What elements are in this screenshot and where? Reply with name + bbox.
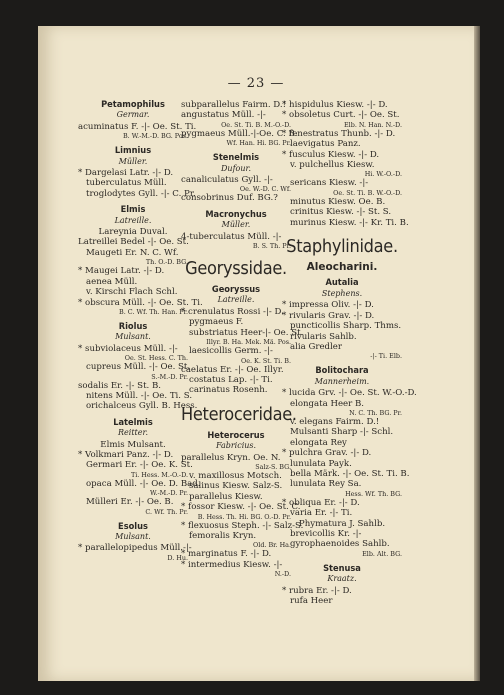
synonym-entry: lunulata Rey Sa. [290,479,362,490]
distribution-note: Oe. St. Ti. B. W.-O.-D. [333,188,402,197]
species-entry: subparallelus Fairm. D.! [181,100,287,110]
species-entry: * obliqua Er. -|- D. [282,497,360,508]
genus-author: Latreille. [217,295,255,305]
synonym-entry: substriatus Heer-|- Oe. St. [189,327,304,338]
genus-heading: Esolus [118,520,148,532]
synonym-entry: v. pulchellus Kiesw. [290,160,375,171]
page-number: — 23 — [227,76,285,91]
distribution-note: W.-M.-D. Pr. [149,489,188,498]
genus-heading: Latelmis [113,416,153,428]
species-entry: * subviolaceus Müll. -|- [78,343,178,354]
distribution-note: Ti. Hess. M.-O.-D. [130,470,188,479]
synonym-entry: brevicollis Kr. -|- [290,529,362,539]
synonym-entry: Mülleri Er. -|- Oe. B. [86,497,174,508]
synonym-entry: pygmaeus F. [189,317,244,328]
genus-author: Germar. [116,110,150,120]
species-entry: * marginatus F. -|- D. [181,549,272,560]
species-entry: 4-tuberculatus Müll. -|- [181,231,282,242]
genus-heading: Riolus [118,320,148,332]
distribution-note: B. W.-M.-D. BG. Pos. [122,132,188,141]
genus-heading: Petamophilus [101,99,165,110]
genus-author: Reitter. [118,428,148,438]
species-entry: * fossor Kiesw. -|- Oe. St. C. [181,502,301,513]
synonym-entry: salinus Kiesw. Salz-S. [189,481,283,492]
genus-heading: Stenusa [323,562,361,574]
synonym-entry: femoralis Kryn. [189,530,257,541]
species-entry: sodalis Er. -|- St. B. [78,380,162,391]
distribution-note: N. C. Th. BG. Pr. [349,408,402,417]
species-entry: * crenulatus Rossi -|- D. [181,306,284,317]
synonym-entry: Maugeti Er. N. C. Wf. [86,247,179,258]
species-entry: * lucida Grv. -|- Oe. St. W.-O.-D. [282,388,417,399]
synonym-entry: v. Kirschi Flach Schl. [86,287,178,298]
synonym-entry: elongata Rey [290,437,347,448]
genus-heading: Heterocerus [207,429,265,441]
family-heading: Georyssidae. [185,258,287,280]
family-heading: Heteroceridae. [181,403,297,425]
genus-author: Kraatz. [327,574,357,584]
distribution-note: Oe. St. Hess. C. Th. [124,354,188,363]
book-page [38,26,474,681]
species-entry: * intermedius Kiesw. -|- [181,559,283,570]
species-entry: * hispidulus Kiesw. -|- D. [282,100,388,110]
genus-heading: Stenelmis [212,152,260,164]
genus-heading: Limnius [114,145,152,157]
species-entry: caelatus Er. -|- Oe. Illyr. [181,364,284,375]
genus-heading: Elmis [120,204,146,216]
species-entry: Latreillei Bedel -|- Oe. St. [78,237,189,248]
family-heading: Staphylinidae. [286,236,398,258]
species-entry: * obsoletus Curt. -|- Oe. St. [282,110,400,121]
subgenus-entry: Elmis Mulsant. [100,439,166,450]
synonym-entry: crinitus Kiesw. -|- St. S. [290,207,392,218]
synonym-entry: cupreus Müll. -|- Oe. St. [86,362,191,373]
column-1 [78,99,203,562]
synonym-entry: orichalceus Gyll. B. Hess. [86,401,198,412]
synonym-entry: lunulata Payk. [290,458,352,469]
genus-heading: Bolitochara [315,365,369,377]
species-entry: pygmaeus Müll.-|-Oe. C. B. [181,128,298,139]
genus-heading: Macronychus [205,208,267,220]
genus-author: Mulsant. [115,532,151,541]
synonym-entry: aenea Müll. [86,276,138,287]
genus-author: Stephens. [321,288,363,298]
synonym-entry: v. maxillosus Motsch. [189,470,282,481]
synonym-entry: gyrophaenoides Sahlb. [290,539,390,550]
species-entry: acuminatus F. -|- Oe. St. Ti. [78,121,197,132]
distribution-note: Elb. N. Han. N.-D. [344,120,402,129]
species-entry: * Maugei Latr. -|- D. [78,266,165,277]
distribution-note: B. C. Wf. Th. Han. Pr. [119,307,188,316]
column-2 [181,100,304,579]
distribution-note: S.-M.-D. Pr. [151,372,188,381]
subgenus-entry: Phymatura J. Sahlb. [298,518,386,529]
synonym-entry: rufa Heer [290,596,333,607]
species-entry: * fenestratus Thunb. -|- D. [282,128,396,139]
species-entry: parallelus Kryn. Oe. N. [181,452,281,463]
synonym-entry: costatus Lap. -|- Ti. [189,374,273,385]
genus-author: Müller. [118,156,148,166]
distribution-note: Illyr. B. Ha. Mek. Mä. Pos. [206,338,291,347]
species-entry: consobrinus Duf. BG.? [181,193,278,204]
synonym-entry: alia Gredler [290,341,342,352]
distribution-note: N.-D. [274,570,291,579]
synonym-entry: Germari Er. -|- Oe. K. St. [86,460,193,471]
distribution-note: Oe. K. St. Ti. B. [240,356,291,365]
synonym-entry: laesicollis Germ. -|- [189,346,273,357]
distribution-note: B. Hess. Th. Hi. BG. O.-D. Pr. [197,512,291,521]
synonym-entry: sericans Kiesw. -|- [290,178,369,189]
distribution-note: Elb. Alt. BG. [362,549,402,558]
species-entry: * impressa Oliv. -|- D. [282,300,374,311]
synonym-entry: puncticollis Sharp. Thms. [290,321,402,332]
distribution-note: D. Hu. [167,553,188,562]
genus-author: Mannerheim. [314,376,370,386]
subgenus-entry: Lareynia Duval. [98,227,168,238]
synonym-entry: carinatus Rosenh. [189,385,268,396]
synonym-entry: rivularis Sahlb. [290,331,357,342]
synonym-entry: laevigatus Panz. [290,139,361,150]
species-entry: canaliculatus Gyll. -|- [181,175,273,186]
page-edge [474,26,480,681]
distribution-note: Salz-S. BG. [255,462,291,471]
species-entry: angustatus Müll. -|- [181,110,266,121]
synonym-entry: tuberculatus Müll. [86,178,167,189]
distribution-note: Wf. Han. Hi. BG. Pr. [226,139,291,148]
distribution-note: C. Wf. Th. Pr. [145,507,188,516]
species-entry: * pulchra Grav. -|- D. [282,448,372,459]
species-entry: * rivularis Grav. -|- D. [282,310,375,321]
distribution-note: Oe. W.-D. C. Wf. [239,185,291,194]
species-entry: * rubra Er. -|- D. [282,585,352,596]
genus-heading: Georyssus [211,284,261,296]
synonym-entry: murinus Kiesw. -|- Kr. Ti. B. [290,217,409,228]
distribution-note: Hi. W.-O.-D. [364,170,402,179]
genus-author: Müller. [221,220,251,230]
synonym-entry: opaca Müll. -|- Oe. D. Bad. [86,478,201,489]
synonym-entry: varia Er. -|- Ti. [290,508,353,519]
distribution-note: Th. O.-D. BG. [145,258,188,267]
species-entry: * obscura Müll. -|- Oe. St. Ti. [78,297,203,308]
genus-heading: Autalia [325,277,359,289]
distribution-note: Hess. Wf. Th. BG. [345,489,402,498]
synonym-entry: v. elegans Fairm. D.! [290,416,380,427]
column-3 [282,100,417,607]
species-entry: * Dargelasi Latr. -|- D. [78,168,174,179]
synonym-entry: parallelus Kiesw. [189,491,263,502]
distribution-note: -|- Ti. Elb. [370,352,402,361]
genus-author: Fabricius. [215,441,257,451]
synonym-entry: nitens Müll. -|- Oe. Ti. S. [86,390,193,401]
synonym-entry: troglodytes Gyll. -|- C. Pr. [86,188,196,199]
genus-author: Latreille. [114,215,152,225]
species-entry: * flexuosus Steph. -|- Salz-S. [181,520,304,531]
distribution-note: Old. Br. Ha. [253,541,291,550]
genus-author: Dufour. [221,163,251,173]
species-entry: * Volkmari Panz. -|- D. [78,449,174,460]
synonym-entry: bella Märk. -|- Oe. St. Ti. B. [290,468,410,479]
synonym-entry: elongata Heer B. [290,398,365,409]
species-entry: * fusculus Kiesw. -|- D. [282,149,380,160]
synonym-entry: Mulsanti Sharp -|- Schl. [290,427,394,438]
distribution-note: B. S. Th. Pr. [252,242,291,251]
genus-author: Mulsant. [115,332,151,342]
distribution-note: Oe. St. Ti. B. M.-O.-D. [221,120,291,129]
synonym-entry: minutus Kiesw. Oe. B. [290,196,386,207]
tribe-heading: Aleocharini. [306,261,378,274]
species-entry: * parallelopipedus Müll.-|- [78,543,192,554]
